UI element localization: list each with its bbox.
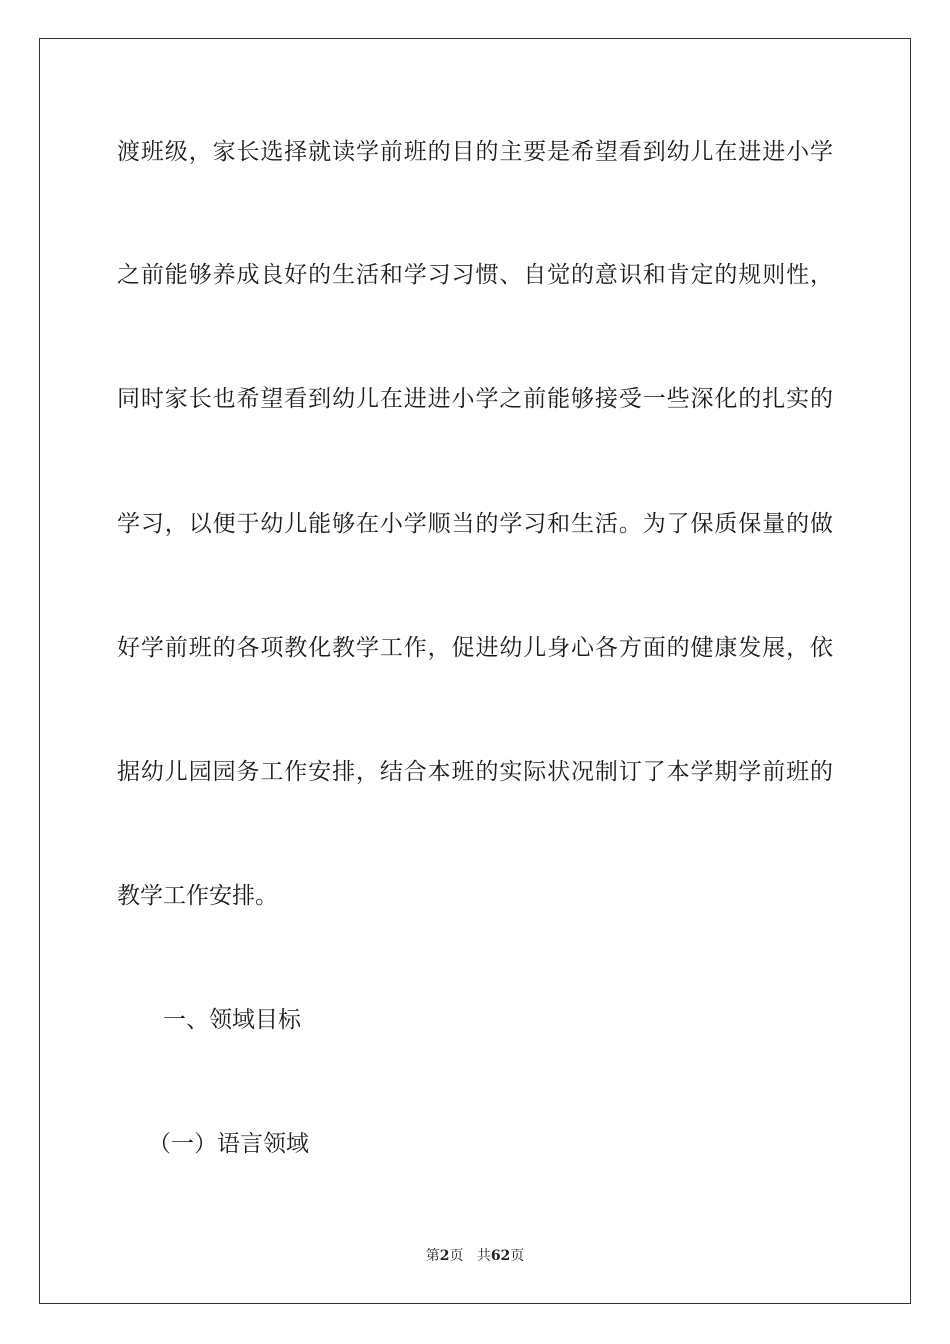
page-footer — [0, 1246, 950, 1266]
paragraph-line: 据幼儿园园务工作安排，结合本班的实际状况制订了本学期学前班的 — [117, 759, 833, 785]
total-pages: 62 — [490, 1248, 511, 1264]
page-number: 2 — [439, 1248, 450, 1264]
total-suffix: 页 — [510, 1248, 525, 1264]
page-prefix: 第 — [425, 1248, 440, 1264]
paragraph-line: 渡班级，家长选择就读学前班的目的主要是希望看到幼儿在进进小学 — [117, 139, 833, 165]
section-heading: 一、领域目标 — [163, 1007, 301, 1033]
paragraph-line: 同时家长也希望看到幼儿在进进小学之前能够接受一些深化的扎实的 — [117, 386, 833, 412]
subsection-heading: （一）语言领域 — [148, 1131, 309, 1157]
total-prefix: 共 — [476, 1248, 491, 1264]
page-suffix: 页 — [449, 1248, 464, 1264]
paragraph-line: 教学工作安排。 — [117, 883, 278, 909]
page-border — [39, 38, 911, 1304]
paragraph-line: 学习，以便于幼儿能够在小学顺当的学习和生活。为了保质保量的做 — [117, 511, 833, 537]
paragraph-line: 好学前班的各项教化教学工作，促进幼儿身心各方面的健康发展，依 — [117, 635, 833, 661]
paragraph-line: 之前能够养成良好的生活和学习习惯、自觉的意识和肯定的规则性， — [117, 262, 833, 288]
